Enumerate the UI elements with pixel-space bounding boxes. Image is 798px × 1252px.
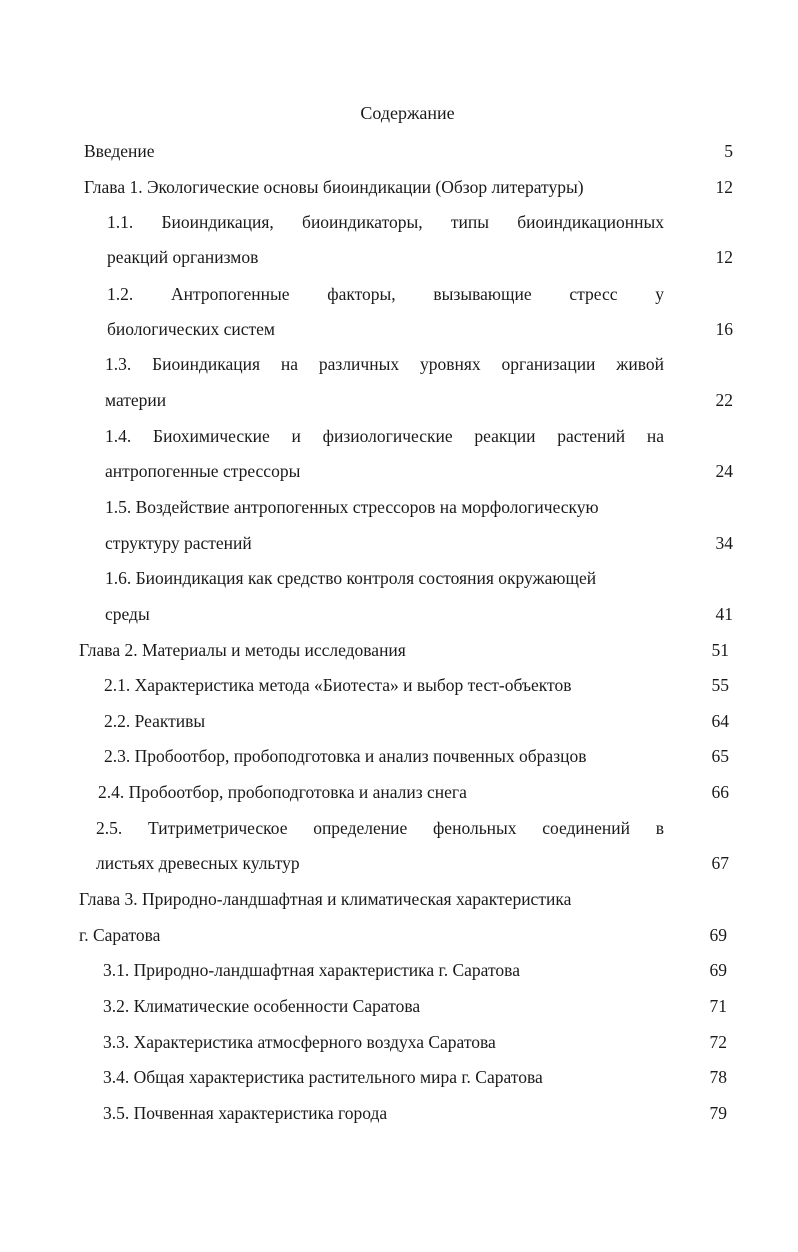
toc-page-number: 5 bbox=[724, 141, 733, 161]
toc-entry-text: 1.6. Биоиндикация как средство контроля состояния окружающей bbox=[105, 568, 597, 588]
toc-page-number: 51 bbox=[711, 640, 729, 660]
toc-entry-text: Глава 1. Экологические основы биоиндикации (Обзор литературы) bbox=[84, 177, 584, 197]
toc-entry-text: биологических систем bbox=[107, 319, 275, 339]
toc-entry-text: Введение bbox=[84, 141, 155, 161]
toc-page-number: 65 bbox=[711, 746, 729, 766]
toc-page-number: 78 bbox=[709, 1067, 727, 1087]
toc-entry-text: 1.3. Биоиндикация на различных уровнях организации живой bbox=[105, 354, 664, 374]
toc-page-number: 69 bbox=[709, 925, 727, 945]
toc-entry-text: 1.1. Биоиндикация, биоиндикаторы, типы биоиндикационных bbox=[107, 212, 664, 232]
toc-page-number: 79 bbox=[709, 1103, 727, 1123]
toc-entry-text: 3.2. Климатические особенности Саратова bbox=[103, 996, 421, 1016]
toc-page-number: 12 bbox=[715, 177, 733, 197]
toc-entry-text: 1.4. Биохимические и физиологические реакции растений на bbox=[105, 426, 664, 446]
toc-entry-text: среды bbox=[105, 604, 150, 624]
toc-entry-text: 3.3. Характеристика атмосферного воздуха Саратова bbox=[103, 1032, 496, 1052]
toc-entry-text: листьях древесных культур bbox=[96, 853, 300, 873]
toc-entry-text: реакций организмов bbox=[107, 247, 259, 267]
toc-entry-text: 1.5. Воздействие антропогенных стрессоров на морфологическую bbox=[105, 497, 599, 517]
toc-page-number: 69 bbox=[709, 960, 727, 980]
toc-entry-text: 3.5. Почвенная характеристика города bbox=[103, 1103, 388, 1123]
toc-page-number: 66 bbox=[711, 782, 729, 802]
toc-page-number: 41 bbox=[715, 604, 733, 624]
toc-entry-text: Глава 2. Материалы и методы исследования bbox=[79, 640, 406, 660]
toc-entry-text: г. Саратова bbox=[79, 925, 161, 945]
toc-page-number: 24 bbox=[715, 461, 733, 481]
toc-page-number: 12 bbox=[715, 247, 733, 267]
toc-entry-text: 1.2. Антропогенные факторы, вызывающие стресс у bbox=[107, 284, 664, 304]
toc-entry-text: антропогенные стрессоры bbox=[105, 461, 301, 481]
toc-page-number: 67 bbox=[711, 853, 729, 873]
toc-entry-text: материи bbox=[105, 390, 167, 410]
toc-entry-text: 2.2. Реактивы bbox=[104, 711, 206, 731]
toc-page-number: 16 bbox=[715, 319, 733, 339]
toc-page-number: 34 bbox=[715, 533, 733, 553]
toc-entry-text: 3.1. Природно-ландшафтная характеристика г. Саратова bbox=[103, 960, 520, 980]
toc-entry-text: 2.1. Характеристика метода «Биотеста» и выбор тест-объектов bbox=[104, 675, 572, 695]
toc-page-number: 64 bbox=[711, 711, 729, 731]
page-title: Содержание bbox=[360, 103, 455, 123]
toc-page-number: 71 bbox=[709, 996, 727, 1016]
toc-page-number: 72 bbox=[709, 1032, 727, 1052]
toc-page-number: 22 bbox=[715, 390, 733, 410]
toc-page-number: 55 bbox=[711, 675, 729, 695]
toc-entry-text: 3.4. Общая характеристика растительного мира г. Саратова bbox=[103, 1067, 543, 1087]
toc-entry-text: 2.3. Пробоотбор, пробоподготовка и анализ почвенных образцов bbox=[104, 746, 587, 766]
toc-entry-text: Глава 3. Природно-ландшафтная и климатическая характеристика bbox=[79, 889, 572, 909]
toc-entry-text: 2.4. Пробоотбор, пробоподготовка и анализ снега bbox=[98, 782, 467, 802]
toc-entry-text: 2.5. Титриметрическое определение фенольных соединений в bbox=[96, 818, 664, 838]
toc-entry-text: структуру растений bbox=[105, 533, 252, 553]
